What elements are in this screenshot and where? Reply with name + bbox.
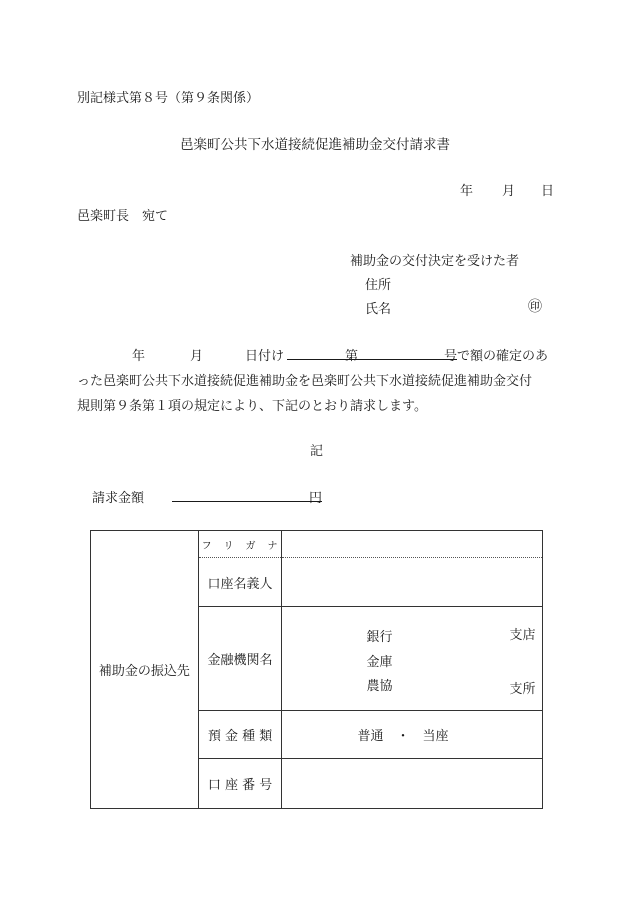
date-month: 月 [502, 184, 516, 199]
bank-type-shinkin: 金庫 [366, 655, 393, 670]
amount-label: 請求金額 [92, 491, 145, 506]
bank-transfer-table [90, 530, 543, 809]
amount-unit: 円 [309, 487, 322, 502]
seal-mark: ㊞ [528, 299, 542, 315]
branch-office: 支所 [509, 682, 536, 697]
branch-store: 支店 [509, 628, 536, 643]
transfer-destination-label-cell [91, 531, 199, 809]
applicant-heading: 補助金の交付決定を受けた者 [350, 254, 520, 269]
date-day: 日 [541, 184, 555, 199]
institution-label: 金融機関名 [207, 653, 273, 668]
account-number-label-cell [198, 759, 282, 809]
account-holder-label-cell [198, 558, 282, 607]
body-month: 月 [190, 349, 204, 364]
deposit-type-label-cell [198, 711, 282, 759]
amount-line [172, 487, 309, 502]
account-number-label: 口 座 番 号 [207, 778, 273, 793]
form-number: 別記様式第８号（第９条関係） [77, 91, 260, 106]
transfer-destination-label: 補助金の振込先 [98, 664, 190, 679]
body-year: 年 [132, 349, 146, 364]
body-dated: 日付け [245, 349, 285, 364]
body-go: 号で額の確定のあ [444, 349, 549, 364]
institution-field[interactable] [282, 607, 543, 711]
institution-label-cell [198, 607, 282, 711]
furigana-label-cell [198, 531, 282, 558]
body-line-2: った邑楽町公共下水道接続促進補助金を邑楽町公共下水道接続促進補助金交付 [77, 374, 533, 389]
body-dai: 第 [345, 345, 358, 360]
go-underline [444, 345, 457, 360]
bank-type-nokyo: 農協 [366, 679, 393, 694]
document-title: 邑楽町公共下水道接続促進補助金交付請求書 [180, 137, 450, 153]
account-number-field[interactable] [282, 759, 543, 809]
date-year: 年 [460, 184, 474, 199]
furigana-label: フ リ ガ ナ [201, 540, 279, 552]
blank-date-line [287, 345, 345, 360]
blank-number-line [358, 345, 444, 360]
deposit-type-value: 普通 ・ 当座 [357, 729, 449, 744]
deposit-type-field[interactable] [282, 711, 543, 759]
name-label: 氏名 [365, 302, 392, 317]
bank-type-bank: 銀行 [366, 630, 393, 645]
ki-heading: 記 [310, 444, 324, 459]
body-line-3: 規則第９条第１項の規定により、下記のとおり請求します。 [77, 399, 427, 414]
furigana-field[interactable] [282, 531, 543, 558]
account-holder-field[interactable] [282, 558, 543, 607]
address-label: 住所 [365, 278, 392, 293]
deposit-type-label: 預 金 種 類 [207, 729, 273, 744]
addressee: 邑楽町長 宛て [77, 209, 169, 224]
account-holder-label: 口座名義人 [207, 576, 273, 592]
